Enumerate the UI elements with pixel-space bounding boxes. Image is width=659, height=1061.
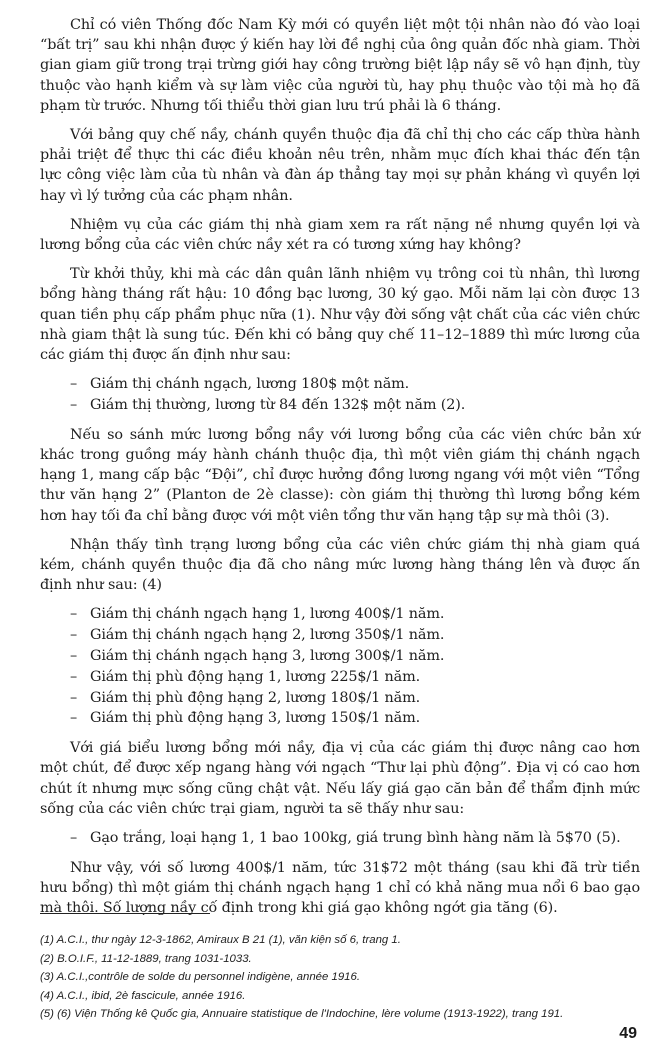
- dash-bullet: –: [70, 397, 78, 414]
- page-body: [40, 15, 640, 927]
- footnote-5-6: (5) (6) Viện Thống kê Quốc gia, Annuaire statistique de l'Indochine, lère volume (1913-1922), trang 191.: [40, 1008, 564, 1021]
- dash-bullet: –: [70, 830, 78, 847]
- list-item: – Giám thị phù động hạng 3, lương 150$/1 năm.: [40, 708, 640, 729]
- list-item: – Gạo trắng, loại hạng 1, 1 bao 100kg, giá trung bình hàng năm là 5$70 (5).: [40, 828, 640, 849]
- footnote-2: (2) B.O.I.F., 11-12-1889, trang 1031-1033.: [40, 952, 252, 965]
- paragraph-early-salary: Từ khởi thủy, khi mà các dân quân lãnh nhiệm vụ trông coi tù nhân, thì lương bổng hàng tháng rất hậu: 10 đồng bạc lương, 30 ký gạo. Mỗi năm lại còn được 13 quan tiền phụ cấp phẩm phục nữa (1). Như vậy đời sống vật chất của các viên chức nhà giam thật là sung túc. Đến khi có bảng quy chế 11–12–1889 thì mức lương của các giám thị được ấn định như sau:: [40, 266, 640, 364]
- paragraph-salary-comparison: Nếu so sánh mức lương bổng nầy với lương bổng của các viên chức bản xứ khác trong guồng máy hành chánh thuộc địa, thì một viên giám thị chánh ngạch hạng 1, mang cấp bậc “Đội”, chỉ được hưởng đồng lương ngang với một viên “Tổng thư văn hạng 2” (Planton de 2è classe): còn giám thị thường thì lương bổng kém hơn hay tối đa chỉ bằng được với một viên tổng thư văn hạng tập sự mà thôi (3).: [40, 426, 640, 524]
- paragraph-purchasing-power: Như vậy, với số lương 400$/1 năm, tức 31$72 một tháng (sau khi đã trừ tiền hưu bổng) thì một giám thị chánh ngạch hạng 1 chỉ có khả năng mua nổi 6 bao gạo mà thôi. Số lượng nầy cố định trong khi giá gạo không ngớt gia tăng (6).: [40, 859, 640, 917]
- paragraph-warden-duties: Nhiệm vụ của các giám thị nhà giam xem ra rất nặng nề nhưng quyền lợi và lương bổng của các viên chức nầy xét ra có tương xứng hay không?: [40, 216, 640, 254]
- dash-bullet: –: [70, 648, 78, 665]
- dash-bullet: –: [70, 668, 78, 685]
- dash-bullet: –: [70, 376, 78, 393]
- paragraph-salary-raise: Nhận thấy tình trạng lương bổng của các viên chức giám thị nhà giam quá kém, chánh quyền thuộc địa đã cho nâng mức lương hàng tháng lên và được ấn định như sau: (4): [40, 536, 640, 594]
- dash-bullet: –: [70, 710, 78, 727]
- footnote-divider: [40, 913, 210, 914]
- dash-bullet: –: [70, 689, 78, 706]
- paragraph-colonial-regulation: Với bảng quy chế nầy, chánh quyền thuộc địa đã chỉ thị cho các cấp thừa hành phải triệt để thực thi các điều khoản nêu trên, nhằm mục đích khai thác đến tận lực công việc làm của tù nhân và đàn áp thẳng tay mọi sự phản kháng vì quyền lợi hay vì lý tưởng của các phạm nhân.: [40, 127, 640, 204]
- footnote-3: (3) A.C.I.,contrôle de solde du personnel indigène, année 1916.: [40, 971, 360, 984]
- dash-bullet: –: [70, 627, 78, 644]
- page-number: 49: [619, 1025, 637, 1042]
- paragraph-rice-price-intro: Với giá biểu lương bổng mới nầy, địa vị của các giám thị được nâng cao hơn một chút, để được xếp ngang hàng với ngạch “Thư lại phù động”. Địa vị có cao hơn chút ít nhưng mực sống cũng chật vật. Nếu lấy giá gạo căn bản để thẩm định mức sống của các viên chức trại giam, người ta sẽ thấy như sau:: [40, 740, 640, 817]
- salary-list-raised: [40, 604, 640, 729]
- list-item: – Giám thị thường, lương từ 84 đến 132$ một năm (2).: [40, 395, 640, 416]
- list-item: – Giám thị chánh ngạch, lương 180$ một năm.: [40, 374, 640, 395]
- list-item: – Giám thị chánh ngạch hạng 2, lương 350$/1 năm.: [40, 625, 640, 646]
- list-item: – Giám thị chánh ngạch hạng 1, lương 400$/1 năm.: [40, 604, 640, 625]
- dash-bullet: –: [70, 606, 78, 623]
- list-item: – Giám thị chánh ngạch hạng 3, lương 300$/1 năm.: [40, 646, 640, 667]
- list-item: – Giám thị phù động hạng 1, lương 225$/1 năm.: [40, 667, 640, 688]
- footnotes: [40, 931, 640, 1024]
- salary-list-1889: [40, 374, 640, 416]
- rice-price-list: [40, 828, 640, 849]
- paragraph-prisoner-classification: Chỉ có viên Thống đốc Nam Kỳ mới có quyền liệt một tội nhân nào đó vào loại “bất trị” sau khi nhận được ý kiến hay lời đề nghị của ông quản đốc nhà giam. Thời gian giam giữ trong trại trừng giới hay công trường biệt lập nầy sẽ vô hạn định, tùy thuộc vào hạnh kiểm và sự làm việc của người tù, hay phụ thuộc vào tội mà họ đã phạm từ trước. Nhưng tối thiểu thời gian lưu trú phải là 6 tháng.: [40, 17, 640, 114]
- footnote-4: (4) A.C.I., ibid, 2è fascicule, année 1916.: [40, 989, 246, 1002]
- footnote-1: (1) A.C.I., thư ngày 12-3-1862, Amiraux B 21 (1), văn kiện số 6, trang 1.: [40, 934, 401, 946]
- list-item: – Giám thị phù động hạng 2, lương 180$/1 năm.: [40, 688, 640, 709]
